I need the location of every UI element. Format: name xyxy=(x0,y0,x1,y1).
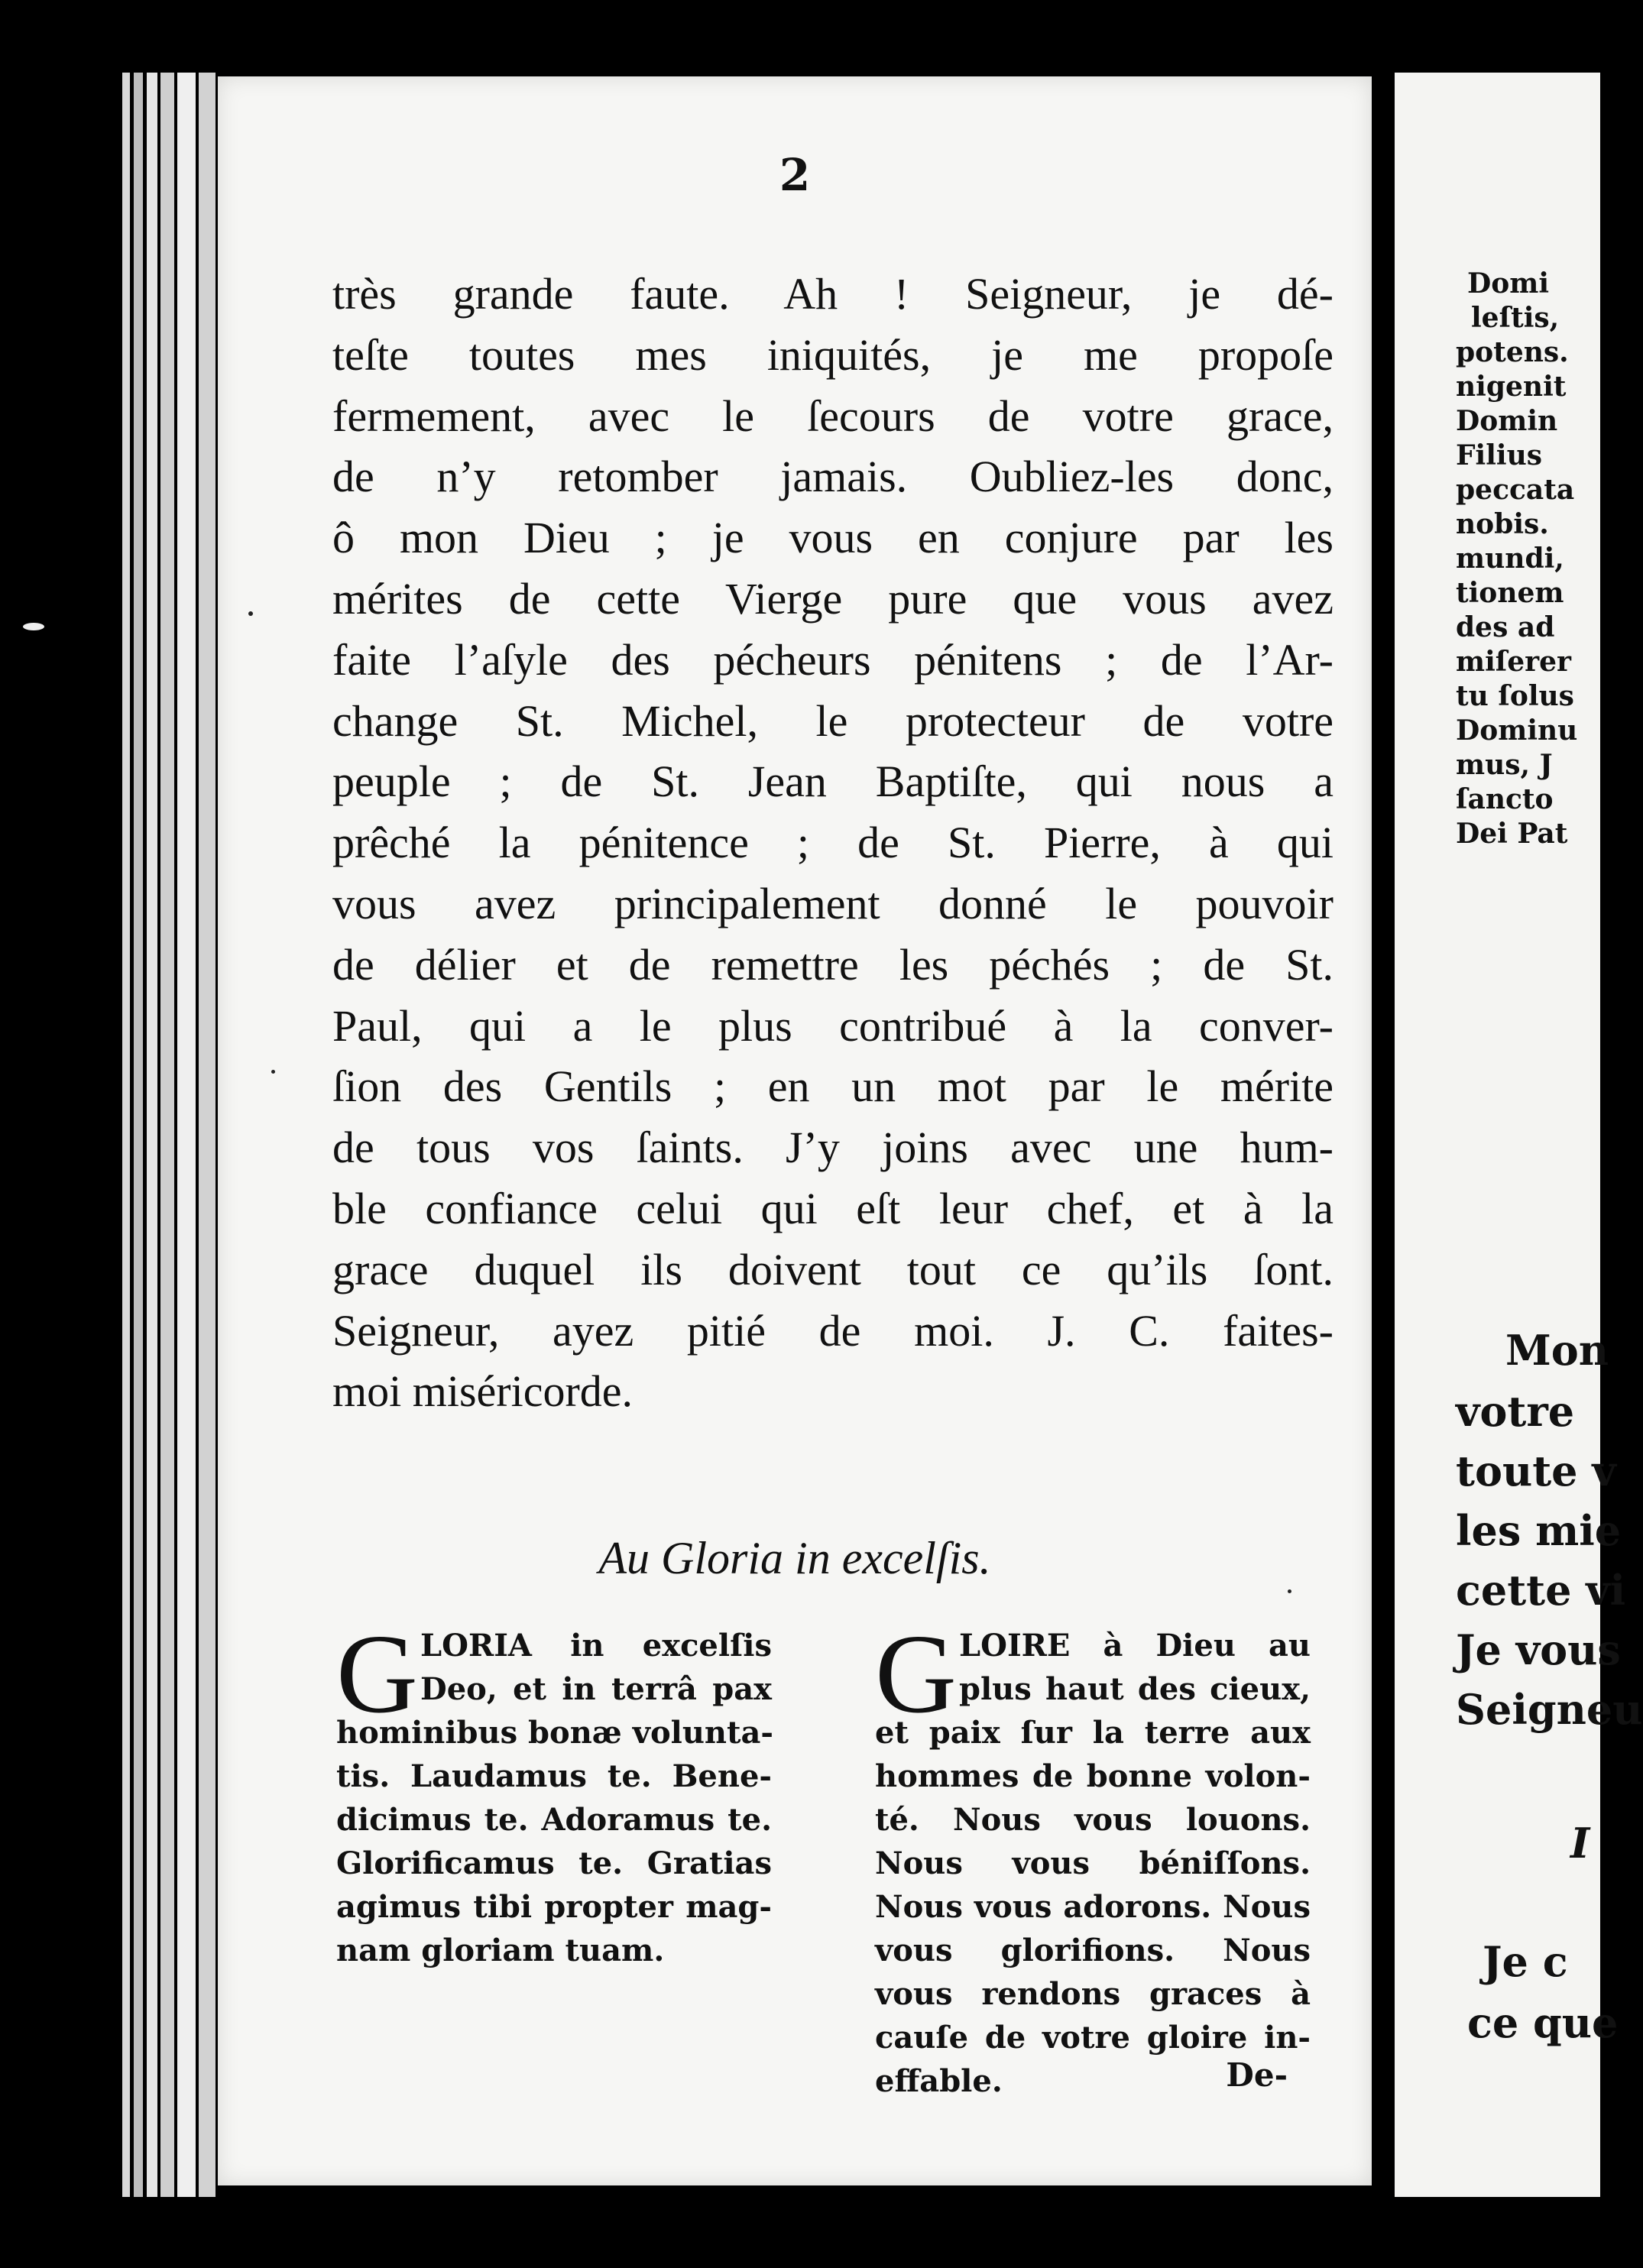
french-text-column xyxy=(875,1612,1311,2103)
right-facing-page-fragment xyxy=(1395,73,1643,2197)
column-line: Nous vous béniſſons. xyxy=(875,1845,1311,1881)
facing-line: nobis. xyxy=(1456,508,1549,540)
column-line: nam gloriam tuam. xyxy=(336,1933,665,1968)
page-edge-strip xyxy=(160,73,174,2197)
page-edge-strip xyxy=(134,73,143,2197)
page-edge-strip xyxy=(147,73,157,2197)
column-line: LOIRE à Dieu au xyxy=(959,1628,1311,1664)
column-line: tis. Laudamus te. Bene- xyxy=(336,1758,772,1794)
column-line: Nous vous adorons. Nous xyxy=(875,1889,1311,1925)
column-line: plus haut des cieux, xyxy=(959,1671,1311,1707)
text-line: Paul, qui a le plus contribué à la conver- xyxy=(332,1000,1334,1051)
text-line: faite l’aſyle des pécheurs pénitens ; de l’Ar- xyxy=(332,634,1334,685)
column-line: cauſe de votre gloire in- xyxy=(875,2020,1311,2056)
drop-cap: G xyxy=(336,1612,418,1737)
column-line: vous glorifions. Nous xyxy=(875,1933,1311,1968)
print-speck xyxy=(1288,1589,1291,1593)
column-line: et paix ſur la terre aux xyxy=(875,1715,1311,1751)
print-speck xyxy=(248,611,253,616)
facing-line: Je vous xyxy=(1456,1625,1621,1674)
text-line: teſte toutes mes iniquités, je me propoſe xyxy=(332,329,1334,380)
text-line: ble confiance celui qui eſt leur chef, et à la xyxy=(332,1183,1334,1233)
facing-line: Domi xyxy=(1467,267,1549,300)
facing-line: Domin xyxy=(1456,405,1558,437)
facing-heading-fragment: I xyxy=(1570,1819,1590,1868)
text-line: change St. Michel, le protecteur de votre xyxy=(332,695,1334,746)
print-speck xyxy=(271,1070,275,1074)
facing-line: cette vi xyxy=(1456,1566,1626,1615)
facing-line: Dominu xyxy=(1456,714,1578,747)
page-number: 2 xyxy=(779,149,811,201)
facing-line: Je c xyxy=(1483,1937,1568,1986)
facing-line: tionem xyxy=(1456,577,1564,609)
facing-line: Filius xyxy=(1456,439,1543,471)
column-line: hommes de bonne volon- xyxy=(875,1758,1311,1794)
page-edge-strip xyxy=(177,73,196,2197)
column-line: hominibus bonæ volunta- xyxy=(336,1715,773,1751)
column-line: LORIA in excelſis xyxy=(420,1628,772,1664)
text-line: vous avez principalement donné le pouvoir xyxy=(332,878,1334,928)
text-line: ſion des Gentils ; en un mot par le mérite xyxy=(332,1061,1334,1112)
facing-line: Seigneu xyxy=(1456,1685,1643,1734)
facing-line: des ad xyxy=(1456,611,1555,643)
text-line: de n’y retomber jamais. Oubliez-les donc, xyxy=(332,452,1334,502)
column-line: agimus tibi propter mag- xyxy=(336,1889,772,1925)
latin-text-column xyxy=(336,1612,773,1972)
text-line: grace duquel ils doivent tout ce qu’ils ſont. xyxy=(332,1244,1334,1294)
text-line: Seigneur, ayez pitié de moi. J. C. faites- xyxy=(332,1305,1334,1356)
facing-line: nigenit xyxy=(1456,371,1567,403)
column-line: té. Nous vous louons. xyxy=(875,1802,1311,1838)
left-book-page xyxy=(218,76,1372,2185)
column-line: Glorificamus te. Gratias xyxy=(336,1845,772,1881)
text-line: prêché la pénitence ; de St. Pierre, à qui xyxy=(332,818,1334,868)
facing-line: leſtis, xyxy=(1471,302,1560,334)
text-line: mérites de cette Vierge pure que vous avez xyxy=(332,573,1334,624)
facing-line: tu ſolus xyxy=(1456,680,1574,712)
facing-line: toute v xyxy=(1456,1447,1616,1495)
text-line: moi miséricorde. xyxy=(332,1366,634,1417)
column-line: dicimus te. Adoramus te. xyxy=(336,1802,772,1838)
page-edge-strip xyxy=(199,73,216,2197)
text-line: fermement, avec le ſecours de votre grace, xyxy=(332,390,1334,441)
facing-line: les mie xyxy=(1456,1506,1622,1555)
text-line: peuple ; de St. Jean Baptiſte, qui nous a xyxy=(332,757,1334,807)
text-line: très grande faute. Ah ! Seigneur, je dé- xyxy=(332,269,1334,319)
facing-line: mus, J xyxy=(1456,749,1553,781)
facing-line: peccata xyxy=(1456,474,1575,506)
page-edge-strip xyxy=(122,73,130,2197)
body-paragraph xyxy=(332,264,1334,1422)
margin-mark xyxy=(23,623,44,630)
facing-line: ſancto xyxy=(1456,783,1554,815)
column-line: vous rendons graces à xyxy=(875,1976,1311,2012)
column-line: Deo, et in terrâ pax xyxy=(420,1671,772,1707)
text-line: de tous vos ſaints. J’y joins avec une hum- xyxy=(332,1123,1334,1173)
facing-line: miſerer xyxy=(1456,646,1571,678)
facing-line: mundi, xyxy=(1456,543,1564,575)
drop-cap: G xyxy=(875,1612,957,1737)
column-line: effable. xyxy=(875,2063,1003,2099)
text-line: ô mon Dieu ; je vous en conjure par les xyxy=(332,513,1334,563)
section-heading: Au Gloria in excelſis. xyxy=(598,1533,991,1583)
facing-line: votre xyxy=(1456,1387,1575,1436)
catchword: De- xyxy=(1226,2056,1288,2094)
facing-line: Mon xyxy=(1505,1326,1609,1375)
facing-line: Dei Pat xyxy=(1456,818,1568,850)
text-line: de délier et de remettre les péchés ; de St. xyxy=(332,939,1334,990)
facing-line: ce que xyxy=(1467,1998,1619,2047)
facing-line: potens. xyxy=(1456,336,1569,368)
